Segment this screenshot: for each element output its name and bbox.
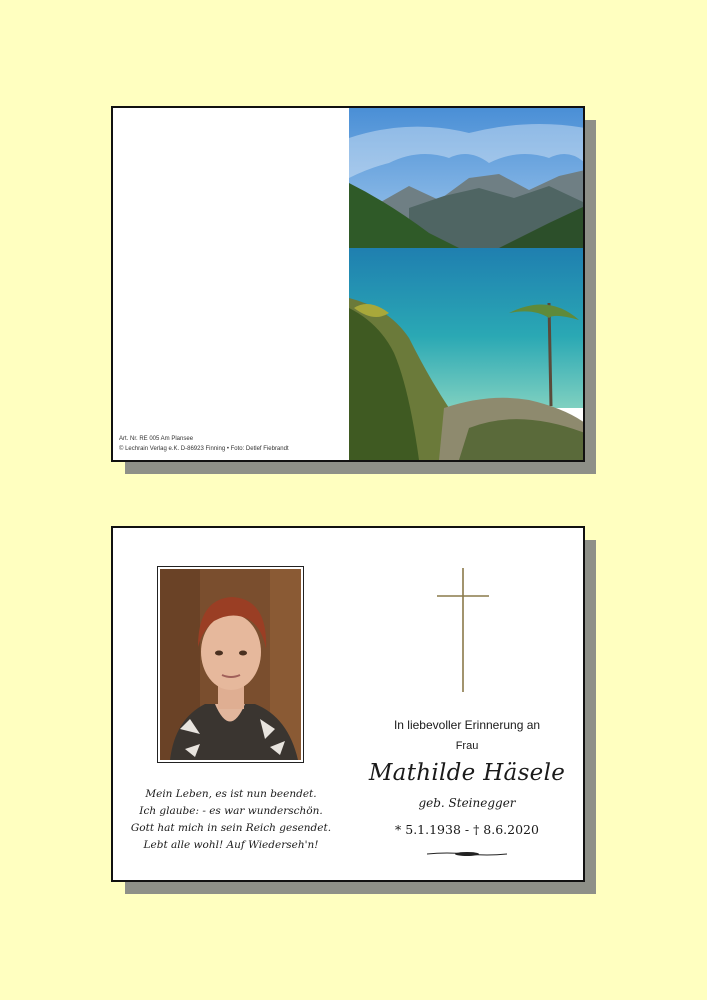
poem-line: Lebt alle wohl! Auf Wiederseh'n! <box>143 839 319 851</box>
flourish-ornament <box>427 850 507 858</box>
cross-icon <box>437 568 489 692</box>
poem-line: Mein Leben, es ist nun beendet. <box>145 788 317 800</box>
poem <box>113 786 349 854</box>
card-outer-face <box>111 106 585 462</box>
intro-text: In liebevoller Erinnerung an <box>393 718 541 732</box>
portrait-photo <box>160 569 301 760</box>
landscape-photo <box>349 108 585 460</box>
title-text: Frau <box>455 740 479 752</box>
outer-card <box>111 106 596 474</box>
imprint-line-2: © Lechrain Verlag e.K. D-86923 Finning • Foto: Detlef Fiebrandt <box>119 446 289 452</box>
imprint-line-1: Art. Nr. RE 005 Am Plansee <box>119 436 194 442</box>
card-inner-face <box>111 526 585 882</box>
maiden-name: geb. Steinegger <box>418 796 516 810</box>
poem-line: Ich glaube: - es war wunderschön. <box>139 805 323 817</box>
imprint <box>119 434 289 454</box>
poem-line: Gott hat mich in sein Reich gesendet. <box>130 822 332 834</box>
life-dates: * 5.1.1938 - † 8.6.2020 <box>395 822 539 837</box>
portrait-frame <box>157 566 304 763</box>
deceased-name: Mathilde Häsele <box>368 760 566 786</box>
inner-card <box>111 526 596 894</box>
